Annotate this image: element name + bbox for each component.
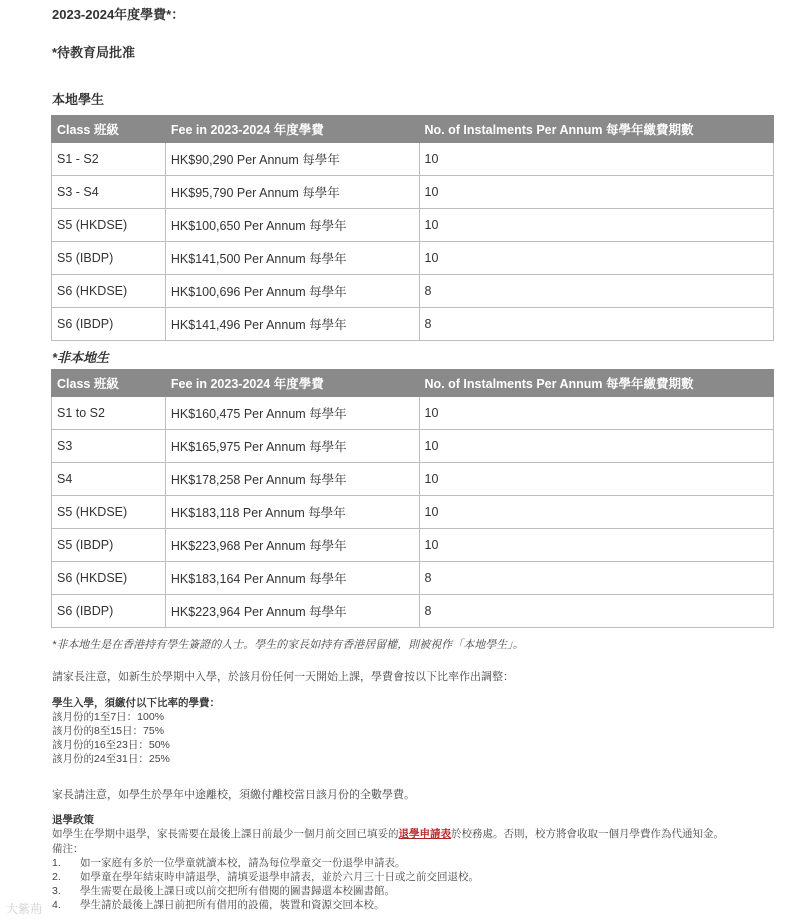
remark-text: 如一家庭有多於一位學童就讀本校，請為每位學童交一份退學申請表。 (80, 857, 406, 869)
local-fee-table (51, 115, 774, 341)
remark-number: 1. (52, 857, 61, 869)
class-cell: S3 (52, 430, 166, 463)
fee-cell: HK$100,650 Per Annum 每學年 (165, 209, 419, 242)
table-row (52, 209, 774, 242)
nonlocal-definition-note: *非本地生是在香港持有學生簽證的人士。學生的家長如持有香港居留權，則被視作「本地學生」。 (52, 639, 524, 651)
table-row (52, 308, 774, 341)
admission-rate-item: 該月份的1至7日：100% (52, 711, 165, 723)
remark-number: 2. (52, 871, 61, 883)
remark-item (52, 857, 406, 870)
class-cell: S4 (52, 463, 166, 496)
remark-number: 4. (52, 899, 61, 911)
column-header-fee: Fee in 2023-2024 年度學費 (165, 116, 419, 143)
instalments-cell: 10 (419, 430, 773, 463)
instalments-cell: 10 (419, 397, 773, 430)
nonlocal-students-heading: *非本地生 (52, 350, 110, 365)
table-row (52, 397, 774, 430)
instalments-cell: 10 (419, 176, 773, 209)
column-header-class: Class 班級 (52, 116, 166, 143)
withdrawal-policy-text (52, 828, 724, 841)
admission-rate-item: 該月份的24至31日：25% (52, 753, 170, 765)
watermark-logo: 大紫荊 (6, 902, 43, 916)
table-row (52, 242, 774, 275)
withdrawal-form-link[interactable]: 退學申請表 (398, 828, 451, 840)
local-students-heading: 本地學生 (52, 92, 105, 107)
instalments-cell: 8 (419, 308, 773, 341)
remark-item (52, 885, 395, 898)
remark-item (52, 899, 385, 912)
fee-cell: HK$223,968 Per Annum 每學年 (165, 529, 419, 562)
instalments-cell: 10 (419, 496, 773, 529)
class-cell: S6 (IBDP) (52, 595, 166, 628)
class-cell: S6 (HKDSE) (52, 562, 166, 595)
nonlocal-fee-table (51, 369, 774, 628)
instalments-cell: 10 (419, 209, 773, 242)
fee-cell: HK$95,790 Per Annum 每學年 (165, 176, 419, 209)
table-header-row (52, 370, 774, 397)
remark-text: 學生需要在最後上課日或以前交把所有借閱的圖書歸還本校圖書館。 (80, 885, 395, 897)
fee-cell: HK$178,258 Per Annum 每學年 (165, 463, 419, 496)
fee-cell: HK$100,696 Per Annum 每學年 (165, 275, 419, 308)
fee-cell: HK$183,164 Per Annum 每學年 (165, 562, 419, 595)
remark-text: 學生請於最後上課日前把所有借用的設備，裝置和資源交回本校。 (80, 899, 385, 911)
column-header-fee: Fee in 2023-2024 年度學費 (165, 370, 419, 397)
column-header-instalments: No. of Instalments Per Annum 每學年繳費期數 (419, 116, 773, 143)
instalments-cell: 10 (419, 143, 773, 176)
table-row (52, 562, 774, 595)
class-cell: S5 (IBDP) (52, 242, 166, 275)
instalments-cell: 10 (419, 529, 773, 562)
column-header-instalments: No. of Instalments Per Annum 每學年繳費期數 (419, 370, 773, 397)
admission-rate-item: 該月份的16至23日：50% (52, 739, 170, 751)
admission-rate-item: 該月份的8至15日：75% (52, 725, 165, 737)
leave-school-notice: 家長請注意，如學生於學年中途離校，須繳付離校當日該月份的全數學費。 (52, 789, 415, 801)
table-header-row (52, 116, 774, 143)
fee-cell: HK$223,964 Per Annum 每學年 (165, 595, 419, 628)
remarks-label: 備注： (52, 843, 84, 855)
class-cell: S3 - S4 (52, 176, 166, 209)
fee-cell: HK$141,496 Per Annum 每學年 (165, 308, 419, 341)
class-cell: S6 (HKDSE) (52, 275, 166, 308)
remark-text: 如學童在學年結束時申請退學，請填妥退學申請表，並於六月三十日或之前交回退校。 (80, 871, 479, 883)
midterm-admission-notice: 請家長注意，如新生於學期中入學，於該月份任何一天開始上課，學費會按以下比率作出調整： (52, 671, 514, 683)
table-row (52, 275, 774, 308)
fee-cell: HK$183,118 Per Annum 每學年 (165, 496, 419, 529)
class-cell: S1 - S2 (52, 143, 166, 176)
fee-cell: HK$141,500 Per Annum 每學年 (165, 242, 419, 275)
withdrawal-policy-title: 退學政策 (52, 814, 94, 826)
table-row (52, 143, 774, 176)
table-row (52, 496, 774, 529)
class-cell: S1 to S2 (52, 397, 166, 430)
class-cell: S5 (HKDSE) (52, 209, 166, 242)
class-cell: S5 (IBDP) (52, 529, 166, 562)
instalments-cell: 8 (419, 595, 773, 628)
fee-cell: HK$160,475 Per Annum 每學年 (165, 397, 419, 430)
remark-number: 3. (52, 885, 61, 897)
remark-item (52, 871, 479, 884)
instalments-cell: 8 (419, 562, 773, 595)
table-row (52, 529, 774, 562)
instalments-cell: 8 (419, 275, 773, 308)
approval-note: *待教育局批准 (52, 45, 136, 60)
withdrawal-text-pre: 如學生在學期中退學，家長需要在最後上課日前最少一個月前交回已填妥的 (52, 828, 399, 840)
withdrawal-text-post: 於校務處。否則，校方將會收取一個月學費作為代通知金。 (451, 828, 724, 840)
table-row (52, 430, 774, 463)
fee-cell: HK$165,975 Per Annum 每學年 (165, 430, 419, 463)
instalments-cell: 10 (419, 463, 773, 496)
table-row (52, 176, 774, 209)
class-cell: S5 (HKDSE) (52, 496, 166, 529)
admission-rate-title: 學生入學，須繳付以下比率的學費： (52, 697, 220, 709)
fee-cell: HK$90,290 Per Annum 每學年 (165, 143, 419, 176)
table-row (52, 463, 774, 496)
column-header-class: Class 班級 (52, 370, 166, 397)
class-cell: S6 (IBDP) (52, 308, 166, 341)
instalments-cell: 10 (419, 242, 773, 275)
fee-title: 2023-2024年度學費*： (52, 7, 185, 22)
table-row (52, 595, 774, 628)
